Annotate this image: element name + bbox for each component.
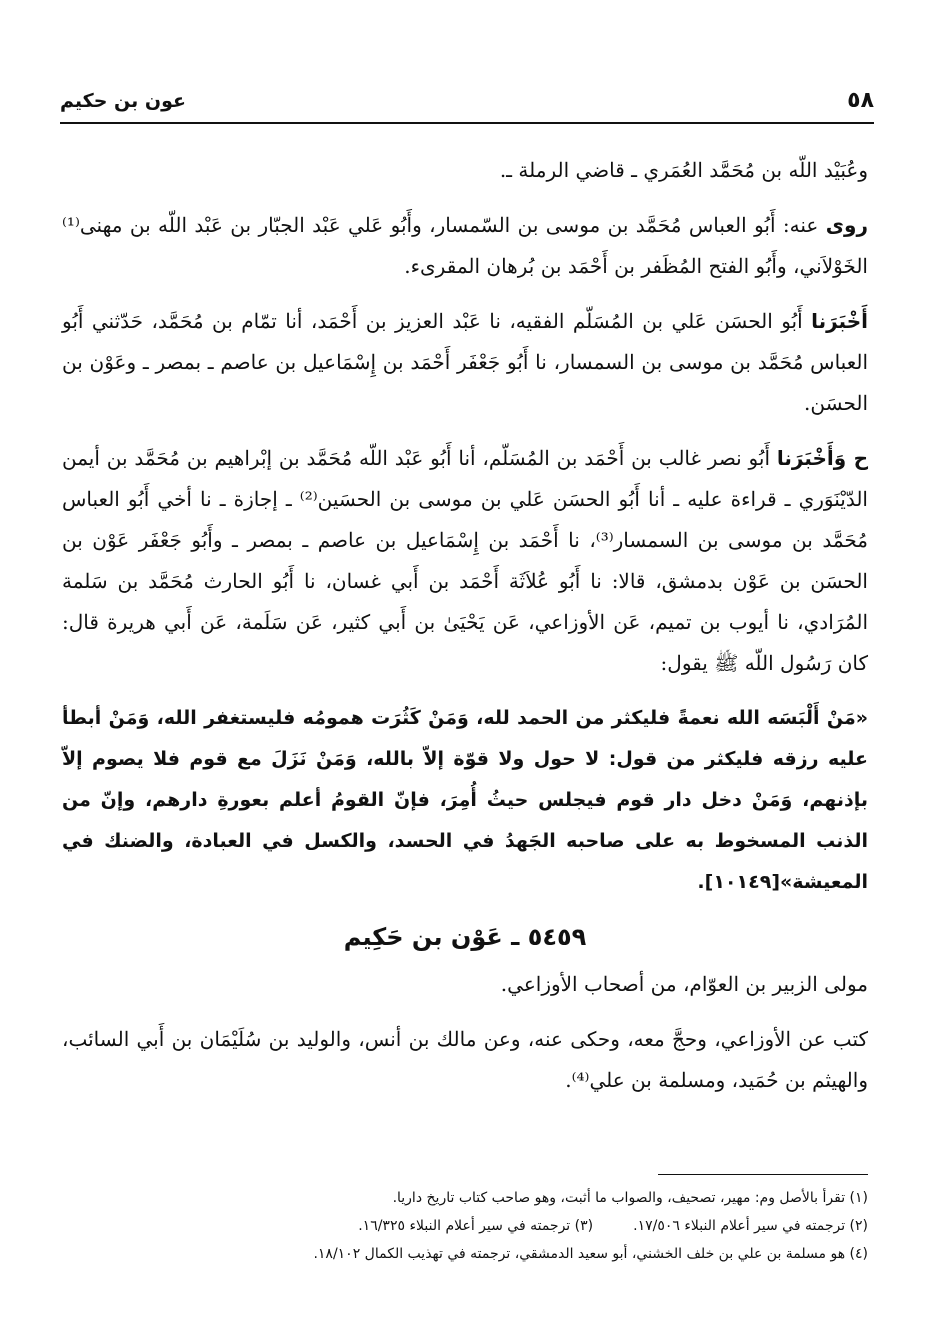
- footnotes: [62, 1184, 868, 1268]
- main-text: [62, 150, 868, 1115]
- paragraph-isnad-2: ح وَأَخْبَرَنا أَبُو نصر غالب بن أَحْمَد بن المُسَلّم، أنا أَبُو عَبْد اللّه مُحَمَّد بن إبْراهيم بن مُحَمَّد بن أيمن الدّيْنَوَري ـ قراءة عليه ـ أنا أَبُو الحسَن عَلي بن موسى بن الحسَين⁽²⁾ ـ إجازة ـ نا أخي أَبُو العباس مُحَمَّد بن موسى بن السمسار⁽³⁾، نا أَحْمَد بن إِسْمَاعيل بن عاصم ـ بمصر ـ وأَبُو جَعْفَر عَوْن بن الحسَن بن عَوْن بدمشق، قالا: نا أَبُو عُلاَثَة أَحْمَد بن أَبي غسان، نا أَبُو الحارث مُحَمَّد بن سَلمة المُرَادي، نا أيوب بن تميم، عَن الأوزاعي، عَن يَحْيَىٰ بن أَبي كثير، عَن سَلَمة، عَن أَبي هريرة قال: كان رَسُول اللّه ﷺ يقول:: [62, 446, 869, 675]
- paragraph-isnad-1: أَخْبَرَنا أَبُو الحسَن عَلي بن المُسَلّم الفقيه، نا عَبْد العزيز بن أَحْمَد، أنا تمّام بن مُحَمَّد، حَدّثني أَبُو العباس مُحَمَّد بن موسى بن السمسار، نا أَبُو جَعْفَر أَحْمَد بن إِسْمَاعيل بن عاصم ـ بمصر ـ وعَوْن بن الحسَن.: [62, 309, 868, 415]
- footnote-1: (١) تقرأ بالأصل وم: مهير، تصحيف، والصواب ما أثبت، وهو صاحب كتاب تاريخ داريا.: [392, 1190, 868, 1206]
- paragraph-entry-2: كتب عن الأوزاعي، وحجَّ معه، وحكى عنه، وعن مالك بن أنس، والوليد بن سُلَيْمَان بن أَبي السائب، والهيثم بن حُمَيد، ومسلمة بن علي⁽⁴⁾.: [62, 1027, 868, 1092]
- footnote-3: (٣) ترجمته في سير أعلام النبلاء ١٦/٣٢٥.: [358, 1218, 594, 1234]
- entry-title: ٥٤٥٩ ـ عَوْن بن حَكِيم: [343, 923, 587, 951]
- hadith-text: «مَنْ أَلْبَسَه الله نعمةً فليكثر من الحمد لله، وَمَنْ كَثُرَت همومُه فليستغفر الله، وَمَنْ أبطأ عليه رزقه فليكثر من قول: لا حول ولا قوّة إلاّ بالله، وَمَنْ نَزَلَ مع قوم فلا يصوم إلاّ بإذنهم، وَمَنْ دخل دار قوم فيجلس حيثُ أُمِرَ، فإنّ القومُ أعلم بعورةِ دارهم، وإنّ من الذنب المسخوط به على صاحبه الجَهدُ في الحسد، والكسل في العبادة، والضنك في المعيشة»[١٠١٤٩].: [62, 707, 868, 893]
- footnote-row: [62, 1212, 868, 1240]
- lead-word: روى: [825, 213, 868, 237]
- page-header: [60, 86, 874, 124]
- page-number: ٥٨: [847, 88, 874, 113]
- footnote-divider: [658, 1174, 868, 1175]
- running-title: عون بن حكيم: [60, 90, 186, 112]
- lead-word: أَخْبَرَنا: [811, 309, 868, 333]
- paragraph-riwaya: روى عنه: أَبُو العباس مُحَمَّد بن موسى بن السّمسار، وأَبُو عَلي عَبْد الجبّار بن عَبْد اللّه بن مهنى⁽¹⁾ الخَوْلاَني، وأَبُو الفتح المُظَفر بن أَحْمَد بن بُرهان المقرىء.: [62, 213, 868, 278]
- paragraph-entry-1: مولى الزبير بن العوّام، من أصحاب الأوزاعي.: [500, 972, 868, 996]
- footnote-2: (٢) ترجمته في سير أعلام النبلاء ١٧/٥٠٦.: [633, 1218, 868, 1234]
- footnote-4: (٤) هو مسلمة بن علي بن خلف الخشني، أبو سعيد الدمشقي، ترجمته في تهذيب الكمال ١٨/١٠٢.: [313, 1246, 868, 1262]
- lead-word: ح وَأَخْبَرَنا: [776, 446, 869, 470]
- paragraph-1: وعُبَيْد اللّه بن مُحَمَّد العُمَري ـ قاضي الرملة ـ.: [499, 158, 868, 182]
